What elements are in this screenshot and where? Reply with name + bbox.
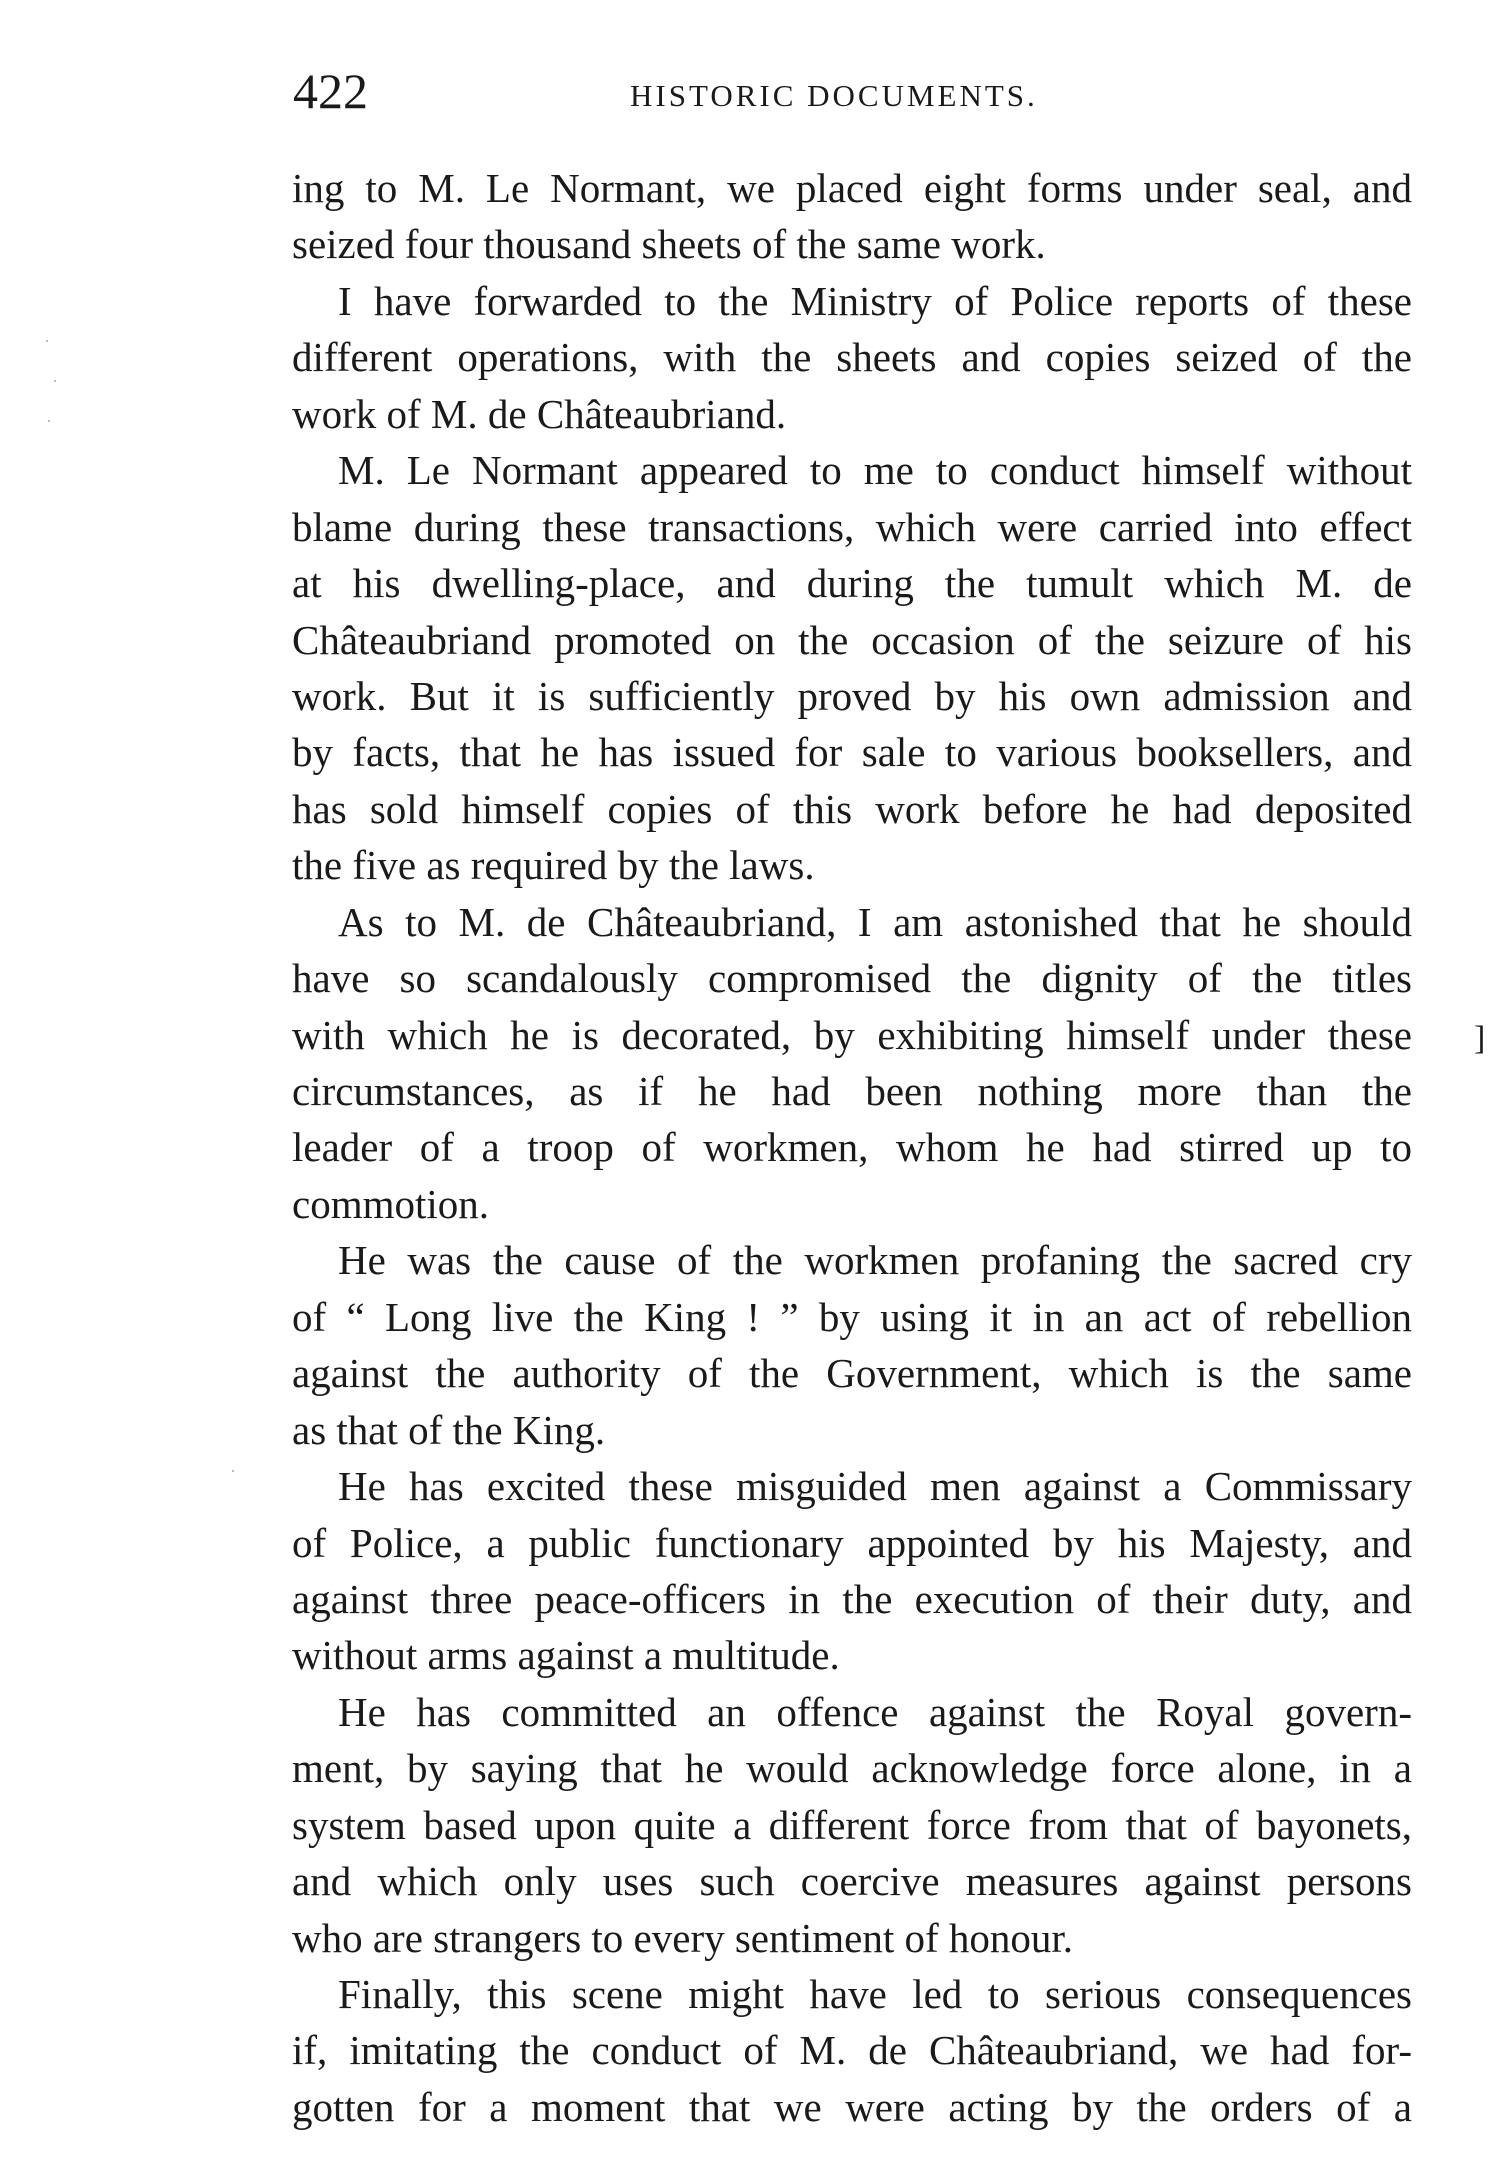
text-line: by facts, that he has issued for sale to various booksellers, and (292, 729, 1412, 776)
text-line: without arms against a multitude. (292, 1632, 840, 1679)
text-line: at his dwelling-place, and during the tumult which M. de (292, 560, 1412, 607)
margin-mark: ] (1474, 1020, 1486, 1057)
text-line: blame during these transactions, which were carried into effect (292, 503, 1412, 550)
text-line: M. Le Normant appeared to me to conduct himself without (338, 447, 1412, 494)
paragraph (292, 1458, 1412, 1684)
text-line: has sold himself copies of this work before he had deposited (292, 785, 1412, 832)
text-line: As to M. de Châteaubriand, I am astonished that he should (338, 898, 1412, 945)
text-line: the five as required by the laws. (292, 842, 815, 889)
paragraph (292, 1966, 1412, 2135)
text-line: have so scandalously compromised the dignity of the titles (292, 955, 1412, 1002)
paragraph (292, 894, 1412, 1233)
margin-speck (232, 1470, 234, 1472)
text-line: against three peace-officers in the execution of their duty, and (292, 1575, 1412, 1622)
paragraph (292, 273, 1412, 442)
text-line: different operations, with the sheets and copies seized of the (292, 334, 1412, 381)
text-line: seized four thousand sheets of the same work. (292, 221, 1046, 268)
text-line: with which he is decorated, by exhibiting himself under these (292, 1011, 1412, 1058)
text-line: ing to M. Le Normant, we placed eight forms under seal, and (292, 165, 1412, 211)
text-line: Finally, this scene might have led to serious consequences (338, 1971, 1412, 2017)
text-line: gotten for a moment that we were acting by the orders of a (292, 2083, 1412, 2130)
text-line: He was the cause of the workmen profaning the sacred cry (338, 1237, 1412, 1284)
body-text (292, 160, 1412, 2135)
text-line: and which only uses such coercive measures against persons (292, 1858, 1412, 1905)
text-line: against the authority of the Government, which is the same (292, 1350, 1412, 1397)
margin-speck (48, 420, 50, 422)
margin-speck (46, 340, 48, 342)
paragraph (292, 1684, 1412, 1966)
text-line: circumstances, as if he had been nothing more than the (292, 1068, 1412, 1114)
paragraph (292, 1232, 1412, 1458)
paragraph (292, 160, 1412, 273)
text-line: leader of a troop of workmen, whom he had stirred up to (292, 1124, 1412, 1171)
text-line: I have forwarded to the Ministry of Police reports of these (338, 277, 1412, 324)
text-line: He has committed an offence against the Royal govern- (338, 1688, 1412, 1735)
text-line: if, imitating the conduct of M. de Châteaubriand, we had for- (292, 2027, 1412, 2074)
text-line: system based upon quite a different force from that of bayonets, (292, 1801, 1412, 1848)
paragraph (292, 442, 1412, 894)
text-line: Châteaubriand promoted on the occasion of the seizure of his (292, 616, 1412, 663)
text-line: of Police, a public functionary appointed by his Majesty, and (292, 1519, 1412, 1566)
text-line: work. But it is sufficiently proved by his own admission and (292, 672, 1412, 719)
text-line: commotion. (292, 1180, 490, 1227)
text-line: work of M. de Châteaubriand. (292, 390, 787, 437)
text-line: who are strangers to every sentiment of honour. (292, 1914, 1074, 1961)
text-line: ment, by saying that he would acknowledge force alone, in a (292, 1745, 1412, 1792)
text-line: of “ Long live the King ! ” by using it in an act of rebellion (292, 1293, 1412, 1340)
text-line: He has excited these misguided men against a Commissary (338, 1463, 1412, 1510)
text-line: as that of the King. (292, 1406, 606, 1453)
margin-speck (54, 380, 56, 382)
page-number: 422 (293, 63, 368, 119)
running-title: HISTORIC DOCUMENTS. (630, 78, 1038, 113)
